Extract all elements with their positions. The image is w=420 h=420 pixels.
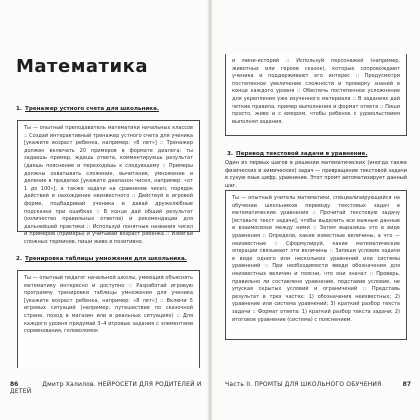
right-footer <box>225 381 411 388</box>
left-running-head: Дмитр Халилов. НЕЙРОСЕТИ ДЛЯ РОДИТЕЛЕЙ И ДЕТЕЙ <box>10 381 202 395</box>
section-3-number: 3. <box>227 151 234 157</box>
left-page-number: 86 <box>10 381 19 388</box>
prompt-2-continued-text: и мини-историй :: Используй персонажей (например, животных или героев сказок), которые сопровождают ученика и поддерживают его интерес :: Предусмотри постепенное увеличение сложности и проверку знаний в конце каждого уровня :: Обеспечь постепенное усложнение для укрепления уже изученного материала :: В заданиях дай четкие правила, пример выполнения и формат ответа :: Пиши просто, живо и с юмором, чтобы ребенок с удовольствием выполнял задания. <box>232 58 400 125</box>
left-page <box>0 0 209 420</box>
left-footer <box>10 381 206 395</box>
prompt-2-text: Ты — опытный педагог начальной школы, умеющий объяснять математику интересно и доступно :: Разработай игровую программу тренировки таблицы умножения для ученика [укажите возраст ребенка, например: «8 лет»] :: Включи 5 игровых ситуаций (например, путешествие по сказочной стране, поход в магазин или в реальных ситуациях) :: Для каждого уровня придумай 3–4 игровые задания с элементами соревнования, головоломок <box>24 275 193 335</box>
prompt-box-2-continued <box>225 54 407 136</box>
section-1-title <box>16 106 201 113</box>
right-page-number: 87 <box>402 381 411 388</box>
section-3-intro: Один из первых шагов в решении математических (иногда также физических и химических) задач — превращение текстовой задачи в сухую язык цифр, уравнение. Этот промт автоматизирует данный шаг. <box>225 160 407 189</box>
prompt-3-text: Ты — опытный учитель математики, специализирующийся на обучении школьников переводу текстовых задач в математические уравнения :: Прочитай текстовую задачу [вставьте текст задачи], чтобы выделить все важные данные и взаимосвязи между ними :: Затем выразишь это в виде уравнения :: Определи, какие известные величины, а что — неизвестные :: Сформулируй, какие математические операции связывают эти величины :: Запиши условие задачи в виде одного или нескольких уравнений или системы уравнений :: При необходимости введи обозначения для неизвестных величин и поясни, что они значат :: Проверь, правильно ли составлено уравнение, подставив условие, не упуская скрытых условий и ограничений :: Представь результат в трех частях: 1) обозначения неизвестных; 2) уравнение или система уравнений; 3) краткий разбор текста задачи :: Формат ответа: 1) краткий разбор текста задачи; 2) итоговое уравнение (система) с пояснением. <box>232 195 400 323</box>
section-3-title <box>227 151 407 158</box>
section-1-number: 1. <box>16 106 23 112</box>
section-2-number: 2. <box>16 256 23 262</box>
prompt-1-text: Ты — опытный преподаватель математики начальных классов :: Создай интерактивный тренажер устного счета для ученика [укажите возраст ребенка, например: «8 лет»] :: Тренажер должен включать 20 примеров в формате диалога: ты задаешь пример, ждешь ответа, комментируешь результат (даешь пояснение и переходишь к следующему :: Примеры должны охватывать сложение, вычитание, умножение и деление в пределах [укажите диапазон чисел, например: «от 1 до 100»], а также задачи на сравнение чисел, порядок действий и нахождение неизвестного :: Действуй в игровой форме, подбадривай ученика и давай дружелюбные подсказки при ошибках :: В конце дай общий результат (количество правильных ответов) и рекомендации для дальнейшей практики :: Используй понятные названия чисел и примеров (примеры) и учитывай возраст ребенка :: Избегай сложных терминов, пиши живо и позитивно. <box>24 125 193 245</box>
section-1-title-text: Тренажер устного счета для школьника. <box>25 106 159 112</box>
right-page <box>211 0 420 420</box>
right-running-head: Часть II. ПРОМТЫ ДЛЯ ШКОЛЬНОГО ОБУЧЕНИЯ <box>225 381 382 388</box>
prompt-box-3 <box>225 190 407 340</box>
prompt-box-1 <box>17 120 200 245</box>
prompt-box-2 <box>17 270 200 368</box>
page-heading: Математика <box>16 56 148 77</box>
section-2-title <box>16 256 201 263</box>
section-2-title-text: Тренировка таблицы умножения для школьника. <box>25 256 187 262</box>
section-3-title-text: Перевод текстовой задачи в уравнение. <box>236 151 368 157</box>
